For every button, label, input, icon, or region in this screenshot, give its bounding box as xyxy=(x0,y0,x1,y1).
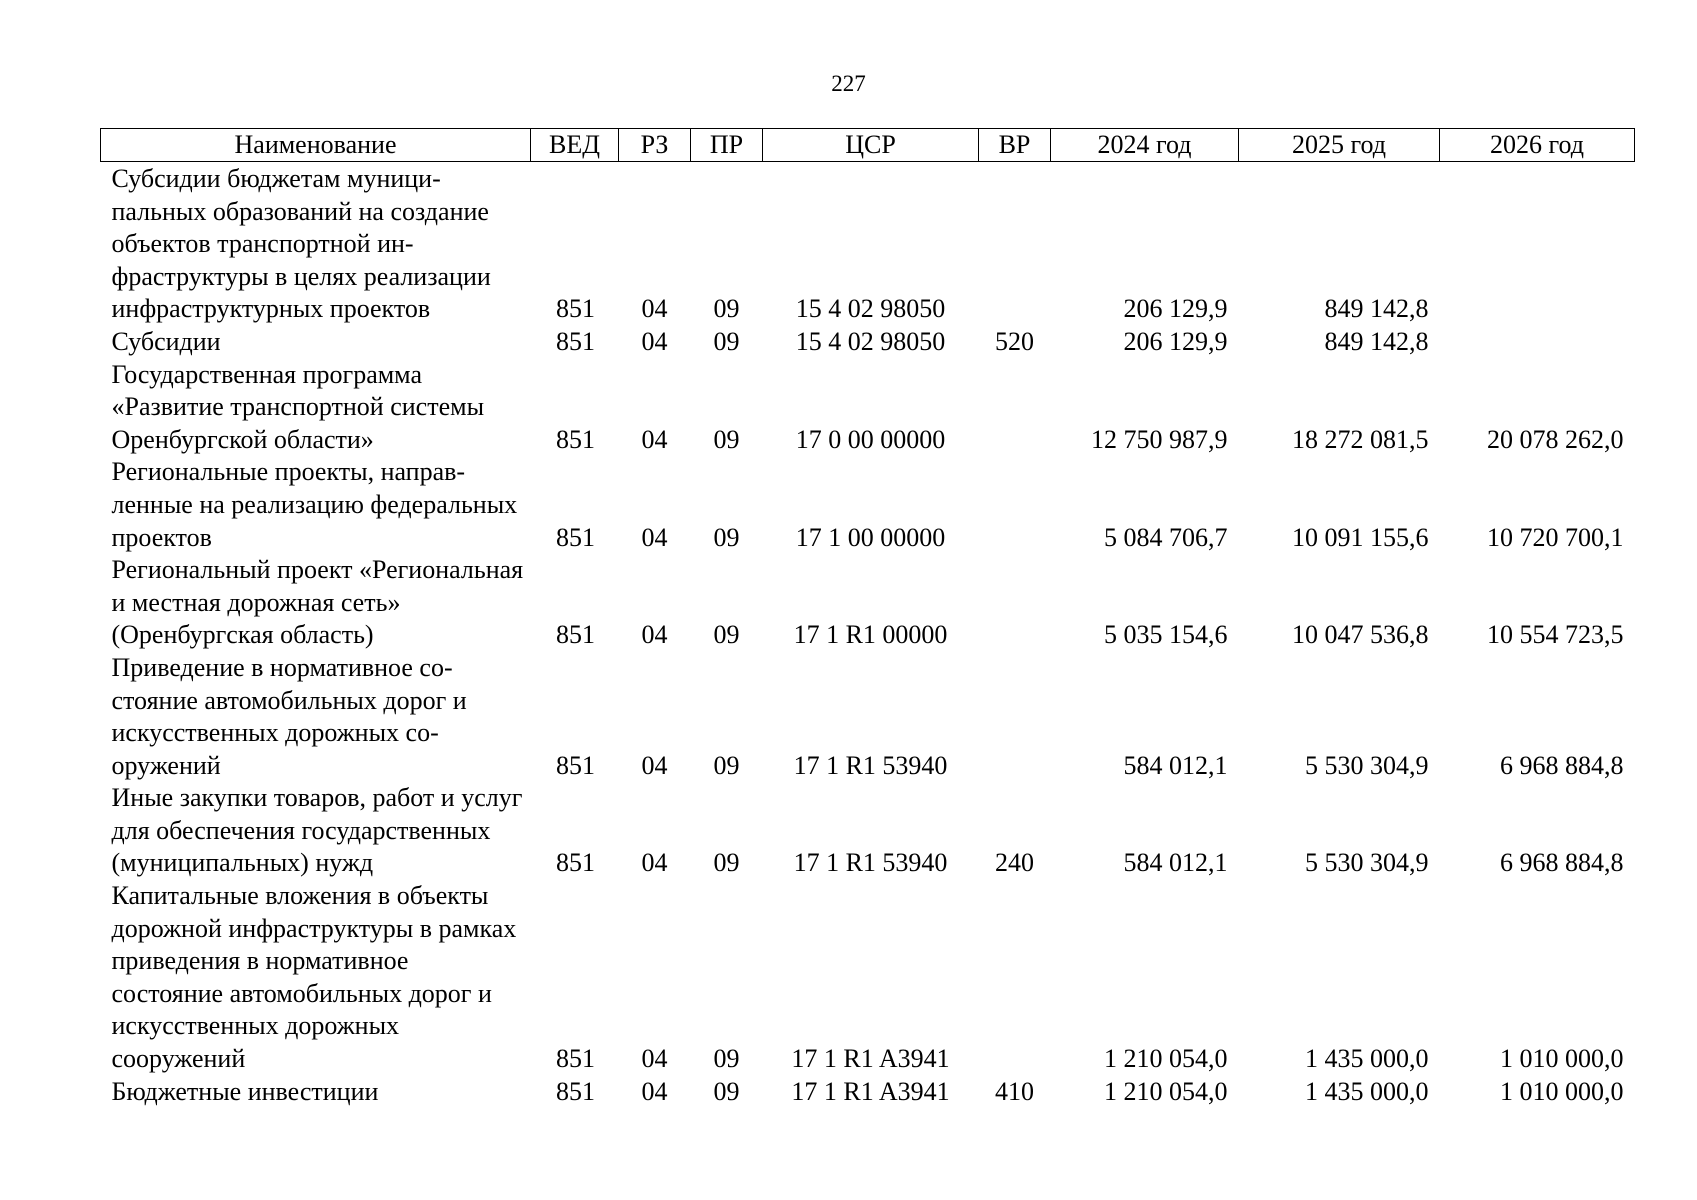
header-csr: ЦСР xyxy=(763,129,979,162)
table-row xyxy=(101,359,1635,457)
row-2024: 206 129,9 xyxy=(1123,326,1228,356)
row-csr: 17 1 R1 53940 xyxy=(793,750,948,780)
row-vr: 410 xyxy=(995,1076,1034,1106)
row-2025: 849 142,8 xyxy=(1324,294,1429,324)
budget-table xyxy=(100,128,1635,1108)
row-csr: 17 1 R1 00000 xyxy=(793,620,948,650)
row-2026: 6 968 884,8 xyxy=(1500,848,1624,878)
page-number: 227 xyxy=(831,71,866,96)
row-csr: 17 0 00 00000 xyxy=(795,424,946,454)
row-2026: 10 554 723,5 xyxy=(1487,620,1624,650)
header-row xyxy=(101,129,1635,162)
row-2024: 584 012,1 xyxy=(1123,750,1228,780)
row-rz: 04 xyxy=(641,750,668,780)
row-vr xyxy=(979,456,1051,554)
table-row xyxy=(101,326,1635,359)
table-row xyxy=(101,880,1635,1076)
row-2024: 5 084 706,7 xyxy=(1104,522,1228,552)
row-name: Субсидии бюджетам муниципальных образований на создание объектов транспортной инфраструктуры в целях реализации инфраструктурных проектов xyxy=(111,164,491,324)
row-2024: 1 210 054,0 xyxy=(1104,1044,1228,1074)
row-pr: 09 xyxy=(713,294,740,324)
header-2026: 2026 год xyxy=(1440,129,1635,162)
row-csr: 17 1 R1 A3941 xyxy=(791,1076,950,1106)
row-2024: 5 035 154,6 xyxy=(1104,620,1228,650)
row-2025: 5 530 304,9 xyxy=(1305,848,1429,878)
row-pr: 09 xyxy=(713,848,740,878)
row-csr: 17 1 00 00000 xyxy=(795,522,946,552)
header-ved: ВЕД xyxy=(531,129,619,162)
table-body xyxy=(101,162,1635,1109)
row-name: Региональный проект «Региональная и местная дорожная сеть» (Оренбургская область) xyxy=(111,555,524,650)
row-ved: 851 xyxy=(556,1044,595,1074)
header-2025: 2025 год xyxy=(1239,129,1440,162)
row-ved: 851 xyxy=(556,424,595,454)
row-2025: 10 091 155,6 xyxy=(1292,522,1429,552)
row-pr: 09 xyxy=(713,1076,740,1106)
row-name: Субсидии xyxy=(111,326,221,356)
table-row xyxy=(101,782,1635,880)
row-2024: 12 750 987,9 xyxy=(1091,424,1228,454)
row-2024: 206 129,9 xyxy=(1123,294,1228,324)
row-rz: 04 xyxy=(641,522,668,552)
row-rz: 04 xyxy=(641,1076,668,1106)
row-2025: 18 272 081,5 xyxy=(1292,424,1429,454)
row-ved: 851 xyxy=(556,326,595,356)
row-rz: 04 xyxy=(641,326,668,356)
row-name: Государственная программа «Развитие транспортной системы Оренбургской области» xyxy=(111,359,485,454)
row-pr: 09 xyxy=(713,750,740,780)
row-name: Иные закупки товаров, работ и услуг для обеспечения государственных (муниципальных) нужд xyxy=(111,783,523,878)
row-vr: 240 xyxy=(995,848,1034,878)
header-name: Наименование xyxy=(101,129,531,162)
row-name: Региональные проекты, направленные на реализацию федеральных проектов xyxy=(111,457,518,552)
row-ved: 851 xyxy=(556,522,595,552)
row-csr: 15 4 02 98050 xyxy=(795,326,946,356)
header-rz: РЗ xyxy=(619,129,691,162)
header-2024: 2024 год xyxy=(1051,129,1239,162)
row-vr xyxy=(979,554,1051,652)
row-2024: 584 012,1 xyxy=(1123,848,1228,878)
row-csr: 15 4 02 98050 xyxy=(795,294,946,324)
row-ved: 851 xyxy=(556,750,595,780)
row-2025: 1 435 000,0 xyxy=(1305,1076,1429,1106)
row-pr: 09 xyxy=(713,424,740,454)
row-vr: 520 xyxy=(995,326,1034,356)
row-2024: 1 210 054,0 xyxy=(1104,1076,1228,1106)
row-2026 xyxy=(1440,162,1635,326)
header-vr: ВР xyxy=(979,129,1051,162)
table-row xyxy=(101,1076,1635,1109)
row-rz: 04 xyxy=(641,424,668,454)
row-csr: 17 1 R1 53940 xyxy=(793,848,948,878)
row-name: Капитальные вложения в объекты дорожной инфраструктуры в рамках приведения в нормативное состояние автомобильных дорог и искусственных дорожных сооружений xyxy=(111,881,517,1074)
row-ved: 851 xyxy=(556,848,595,878)
row-2025: 5 530 304,9 xyxy=(1305,750,1429,780)
row-2025: 1 435 000,0 xyxy=(1305,1044,1429,1074)
row-2026: 6 968 884,8 xyxy=(1500,750,1624,780)
table-row xyxy=(101,652,1635,782)
row-2026: 1 010 000,0 xyxy=(1500,1076,1624,1106)
row-rz: 04 xyxy=(641,1044,668,1074)
row-name: Приведение в нормативное состояние автомобильных дорог и искусственных дорожных сооружений xyxy=(111,652,467,780)
row-vr xyxy=(979,880,1051,1076)
row-csr: 17 1 R1 A3941 xyxy=(791,1044,950,1074)
row-ved: 851 xyxy=(556,294,595,324)
row-vr xyxy=(979,359,1051,457)
row-rz: 04 xyxy=(641,620,668,650)
header-pr: ПР xyxy=(691,129,763,162)
row-vr xyxy=(979,162,1051,326)
row-2025: 10 047 536,8 xyxy=(1292,620,1429,650)
row-2026 xyxy=(1440,326,1635,359)
row-2025: 849 142,8 xyxy=(1324,326,1429,356)
row-rz: 04 xyxy=(641,294,668,324)
row-2026: 1 010 000,0 xyxy=(1500,1044,1624,1074)
row-vr xyxy=(979,652,1051,782)
row-name: Бюджетные инвестиции xyxy=(111,1076,379,1106)
row-pr: 09 xyxy=(713,1044,740,1074)
table-header xyxy=(101,129,1635,162)
row-ved: 851 xyxy=(556,620,595,650)
row-pr: 09 xyxy=(713,326,740,356)
table-row xyxy=(101,162,1635,326)
row-pr: 09 xyxy=(713,620,740,650)
table-row xyxy=(101,456,1635,554)
table-row xyxy=(101,554,1635,652)
row-rz: 04 xyxy=(641,848,668,878)
row-pr: 09 xyxy=(713,522,740,552)
row-ved: 851 xyxy=(556,1076,595,1106)
row-2026: 20 078 262,0 xyxy=(1487,424,1624,454)
row-2026: 10 720 700,1 xyxy=(1487,522,1624,552)
